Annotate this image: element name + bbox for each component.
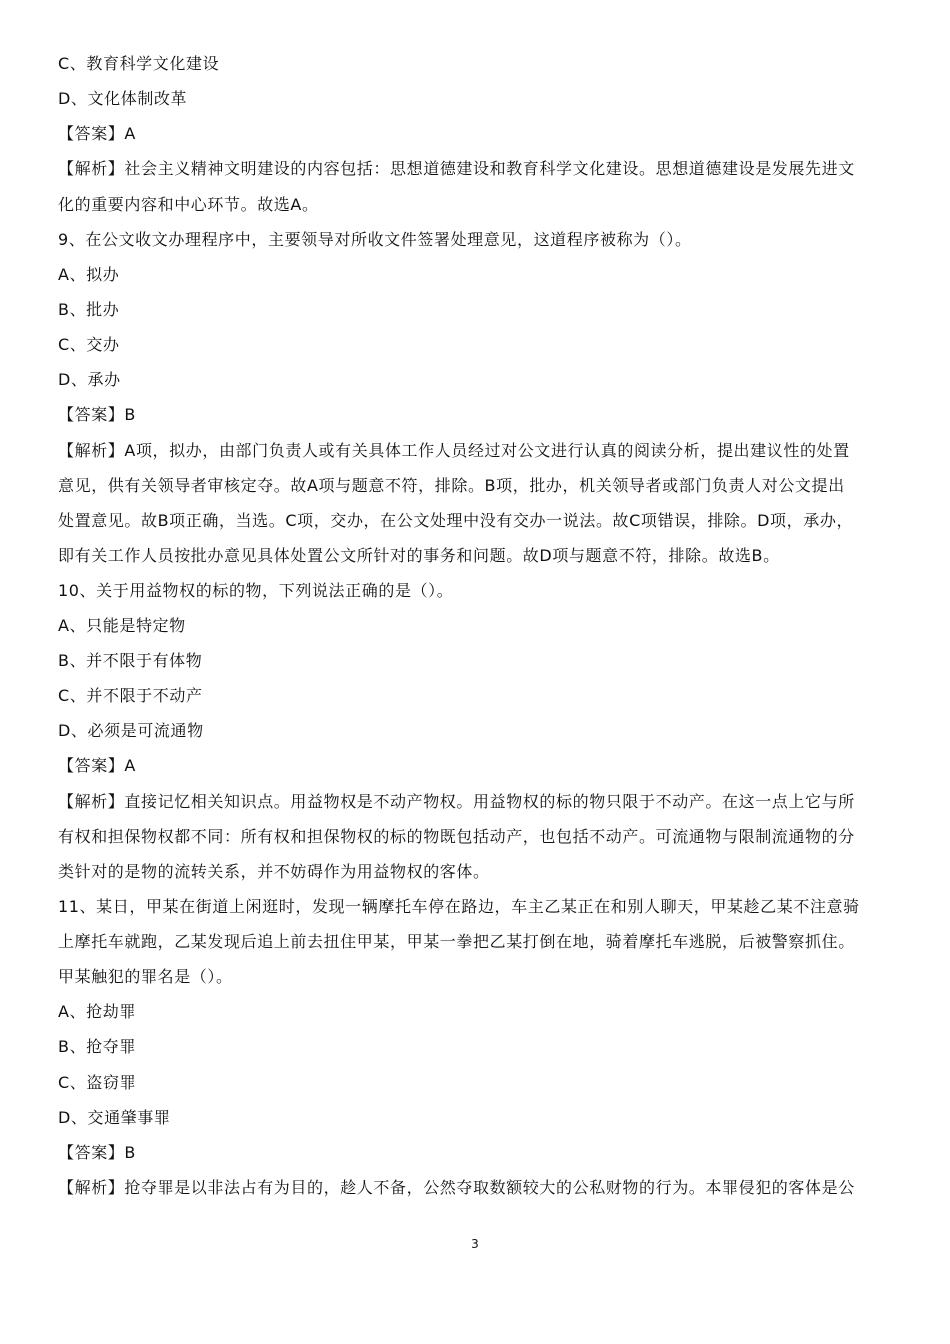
text-line: C、教育科学文化建设 — [58, 54, 220, 73]
text-line: 处置意见。故B项正确，当选。C项，交办，在公文处理中没有交办一说法。故C项错误，排除。D项，承办， — [58, 511, 854, 530]
text-line: 有权和担保物权都不同：所有权和担保物权的标的物既包括动产，也包括不动产。可流通物与限制流通物的分 — [58, 827, 855, 846]
answer-line: 【答案】A — [58, 124, 136, 143]
analysis-line: 【解析】抢夺罪是以非法占有为目的，趁人不备，公然夺取数额较大的公私财物的行为。本罪侵犯的客体是公 — [58, 1178, 855, 1197]
text-line: 甲某触犯的罪名是（）。 — [58, 967, 233, 986]
text-line: 化的重要内容和中心环节。故选A。 — [58, 195, 319, 214]
option-line: C、盗窃罪 — [58, 1073, 137, 1092]
text-line: 即有关工作人员按批办意见具体处置公文所针对的事务和问题。故D项与题意不符，排除。故选B。 — [58, 546, 780, 565]
question-line: 9、在公文收文办理程序中，主要领导对所收文件签署处理意见，这道程序被称为（）。 — [58, 230, 692, 249]
analysis-line: 【解析】A项，拟办，由部门负责人或有关具体工作人员经过对公文进行认真的阅读分析，提出建议性的处置 — [58, 441, 850, 460]
option-line: B、抢夺罪 — [58, 1037, 136, 1056]
option-line: D、交通肇事罪 — [58, 1108, 171, 1127]
text-line: 类针对的是物的流转关系，并不妨碍作为用益物权的客体。 — [58, 862, 490, 881]
question-line: 10、关于用益物权的标的物，下列说法正确的是（）。 — [58, 581, 454, 600]
option-line: C、并不限于不动产 — [58, 686, 203, 705]
analysis-line: 【解析】直接记忆相关知识点。用益物权是不动产物权。用益物权的标的物只限于不动产。在这一点上它与所 — [58, 792, 855, 811]
text-line: 意见，供有关领导者审核定夺。故A项与题意不符，排除。B项，批办，机关领导者或部门负责人对公文提出 — [58, 476, 845, 495]
option-line: A、只能是特定物 — [58, 616, 186, 635]
option-line: C、交办 — [58, 335, 120, 354]
option-line: B、批办 — [58, 300, 120, 319]
text-line: D、文化体制改革 — [58, 89, 188, 108]
text-line: 上摩托车就跑，乙某发现后追上前去扭住甲某，甲某一拳把乙某打倒在地，骑着摩托车逃脱，后被警察抓住。 — [58, 932, 855, 951]
option-line: D、必须是可流通物 — [58, 721, 204, 740]
answer-line: 【答案】B — [58, 405, 136, 424]
option-line: A、拟办 — [58, 265, 120, 284]
option-line: B、并不限于有体物 — [58, 651, 203, 670]
question-line: 11、某日，甲某在街道上闲逛时，发现一辆摩托车停在路边，车主乙某正在和别人聊天，甲某趁乙某不注意骑 — [58, 897, 860, 916]
option-line: D、承办 — [58, 370, 121, 389]
option-line: A、抢劫罪 — [58, 1002, 136, 1021]
answer-line: 【答案】A — [58, 756, 136, 775]
answer-line: 【答案】B — [58, 1143, 136, 1162]
analysis-line: 【解析】社会主义精神文明建设的内容包括：思想道德建设和教育科学文化建设。思想道德建设是发展先进文 — [58, 159, 855, 178]
page-number: 3 — [471, 1237, 479, 1251]
